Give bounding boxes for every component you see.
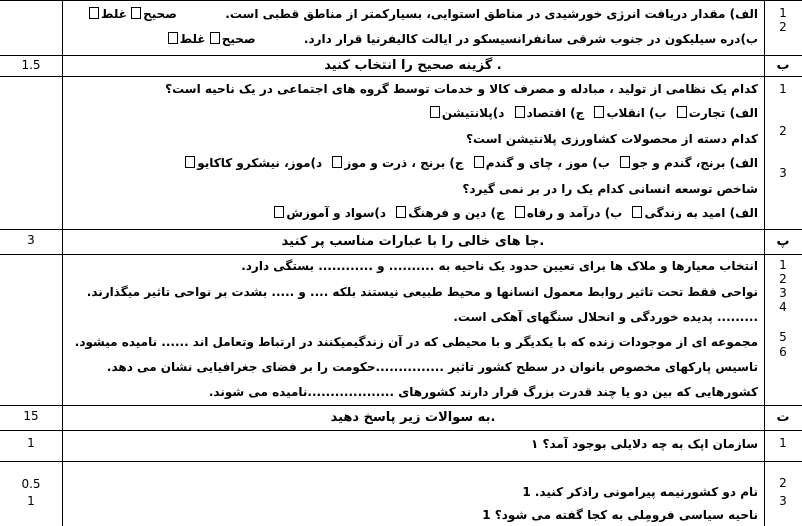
t-score: 15 bbox=[23, 409, 39, 423]
t-num-2: 2 bbox=[779, 476, 787, 490]
a-line-1 bbox=[100, 7, 758, 21]
checkbox-icon[interactable] bbox=[168, 32, 178, 44]
checkbox-icon[interactable] bbox=[131, 7, 141, 19]
checkbox-icon[interactable] bbox=[332, 156, 342, 168]
b-q3-opt-4[interactable]: د)سواد و آموزش bbox=[274, 206, 386, 220]
b-q2-opt-1[interactable]: الف) برنج، گندم و جو bbox=[620, 156, 758, 170]
p-line-5: تاسیس پارکهای مخصوص بانوان در سطح کشور تاثیر ...............حکومت را بر فضای جغرافیایی نشان می دهد. bbox=[106, 360, 758, 374]
b-q2-opt-2[interactable]: ب) موز ، چای و گندم bbox=[474, 156, 610, 170]
p-num-4: 4 bbox=[779, 300, 787, 314]
rule-top bbox=[0, 0, 802, 1]
a-q1-text: الف) مقدار دریافت انرژی خورشیدی در مناطق استوایی، بسیارکمتر از مناطق قطبی است. bbox=[225, 7, 758, 21]
t-score-1: 1 bbox=[27, 436, 35, 450]
b-q2-options bbox=[70, 156, 758, 170]
b-num-2: 2 bbox=[779, 124, 787, 138]
checkbox-icon[interactable] bbox=[515, 106, 525, 118]
a-num-1: 1 bbox=[779, 6, 787, 20]
t-letter: ت bbox=[776, 410, 790, 425]
b-num-1: 1 bbox=[779, 82, 787, 96]
p-line-1: انتخاب معیارها و ملاک ها برای تعیین حدود یک ناحیه به .......... و ............ بستگی دارد. bbox=[241, 259, 758, 273]
b-num-3: 3 bbox=[779, 166, 787, 180]
a-q1-true[interactable]: صحیح bbox=[131, 7, 177, 21]
b-q1-options bbox=[70, 106, 758, 120]
t-line-3: ناحیه سیاسی فرومِلی به کجا گفته می شود؟ 1 bbox=[482, 508, 758, 522]
t-num-1: 1 bbox=[779, 436, 787, 450]
t-score-2: 0.5 bbox=[21, 477, 41, 491]
p-num-3: 3 bbox=[779, 286, 787, 300]
rule-b bbox=[0, 55, 802, 56]
b-heading: گزینه صحیح را انتخاب کنید . bbox=[324, 58, 502, 73]
rule-b-head bbox=[0, 76, 802, 77]
t-line-2: نام دو کشورنیمه پیرامونی راذکر کنید. 1 bbox=[522, 485, 758, 499]
p-line-3: ......... پدیده خوردگی و انحلال سنگهای آهکی است. bbox=[453, 310, 758, 324]
rule-p bbox=[0, 229, 802, 230]
p-num-1: 1 bbox=[779, 258, 787, 272]
rule-t-head bbox=[0, 430, 802, 431]
p-heading: جا های خالی را با عبارات مناسب پر کنید. bbox=[281, 234, 545, 249]
t-score-3: 1 bbox=[27, 494, 35, 508]
checkbox-icon[interactable] bbox=[396, 206, 406, 218]
b-q1-opt-1[interactable]: الف) تجارت bbox=[677, 106, 758, 120]
b-q3-options bbox=[70, 206, 758, 220]
b-q3-opt-2[interactable]: ب) درآمد و رفاه bbox=[515, 206, 622, 220]
p-line-4: مجموعه ای از موجودات زنده که با یکدیگر و با محیطی که در آن زندگیمیکنند در ارتباط وتعامل اند ...... نامیده میشود. bbox=[74, 335, 758, 349]
b-q1-opt-3[interactable]: ج) اقتصاد bbox=[515, 106, 585, 120]
p-score: 3 bbox=[27, 233, 35, 247]
checkbox-icon[interactable] bbox=[620, 156, 630, 168]
checkbox-icon[interactable] bbox=[594, 106, 604, 118]
rule-p-head bbox=[0, 254, 802, 255]
b-q2-opt-4[interactable]: د)موز، نیشکرو کاکایو bbox=[185, 156, 322, 170]
p-num-5: 5 bbox=[779, 330, 787, 344]
b-q1-opt-4[interactable]: د)پلانتیشن bbox=[430, 106, 505, 120]
rule-t-2 bbox=[0, 461, 802, 462]
t-heading: به سوالات زیر پاسخ دهید. bbox=[330, 410, 496, 425]
b-q3: شاخص توسعه انسانی کدام یک را در بر نمی گیرد؟ bbox=[462, 182, 758, 196]
checkbox-icon[interactable] bbox=[430, 106, 440, 118]
b-score: 1.5 bbox=[21, 58, 41, 72]
b-q1: کدام یک نظامی از تولید ، مبادله و مصرف کالا و خدمات توسط گروه های اجتماعی در یک ناحیه است؟ bbox=[165, 82, 758, 96]
col-left-line bbox=[62, 0, 63, 526]
a-q2-false[interactable]: غلط bbox=[168, 32, 206, 46]
b-q2-opt-3[interactable]: ج) برنج ، ذرت و موز bbox=[332, 156, 463, 170]
a-num-2: 2 bbox=[779, 20, 787, 34]
a-q2-true[interactable]: صحیح bbox=[210, 32, 256, 46]
b-q3-opt-3[interactable]: ج) دین و فرهنگ bbox=[396, 206, 504, 220]
b-q1-opt-2[interactable]: ب) انقلاب bbox=[594, 106, 666, 120]
checkbox-icon[interactable] bbox=[89, 7, 99, 19]
b-q3-opt-1[interactable]: الف) امید به زندگی bbox=[632, 206, 758, 220]
t-line-1: سازمان اپک به چه دلایلی بوجود آمد؟ ۱ bbox=[530, 437, 758, 451]
p-line-2: نواحی فقط تحت تاثیر روابط معمول انسانها و محیط طبیعی نیستند بلکه .... و ..... بشدت بر نواحی تاثیر میگذارند. bbox=[86, 285, 758, 299]
t-num-3: 3 bbox=[779, 494, 787, 508]
checkbox-icon[interactable] bbox=[210, 32, 220, 44]
b-q2: کدام دسته از محصولات کشاورزی پلانتیشن است؟ bbox=[466, 132, 758, 146]
p-num-2: 2 bbox=[779, 272, 787, 286]
checkbox-icon[interactable] bbox=[274, 206, 284, 218]
rule-t bbox=[0, 405, 802, 406]
checkbox-icon[interactable] bbox=[632, 206, 642, 218]
p-letter: پ bbox=[776, 234, 790, 249]
checkbox-icon[interactable] bbox=[474, 156, 484, 168]
a-q2-text: ب)دره سیلیکون در جنوب شرقی سانفرانسیسکو در ایالت کالیفرنیا قرار دارد. bbox=[303, 32, 758, 46]
a-line-2 bbox=[180, 32, 758, 46]
checkbox-icon[interactable] bbox=[515, 206, 525, 218]
checkbox-icon[interactable] bbox=[677, 106, 687, 118]
checkbox-icon[interactable] bbox=[185, 156, 195, 168]
p-num-6: 6 bbox=[779, 345, 787, 359]
a-q1-false[interactable]: غلط bbox=[89, 7, 127, 21]
b-letter: ب bbox=[776, 58, 790, 73]
p-line-6: کشورهایی که بین دو یا چند قدرت بزرگ قرار دارند کشورهای ...................نامیده می شوند. bbox=[208, 385, 758, 399]
